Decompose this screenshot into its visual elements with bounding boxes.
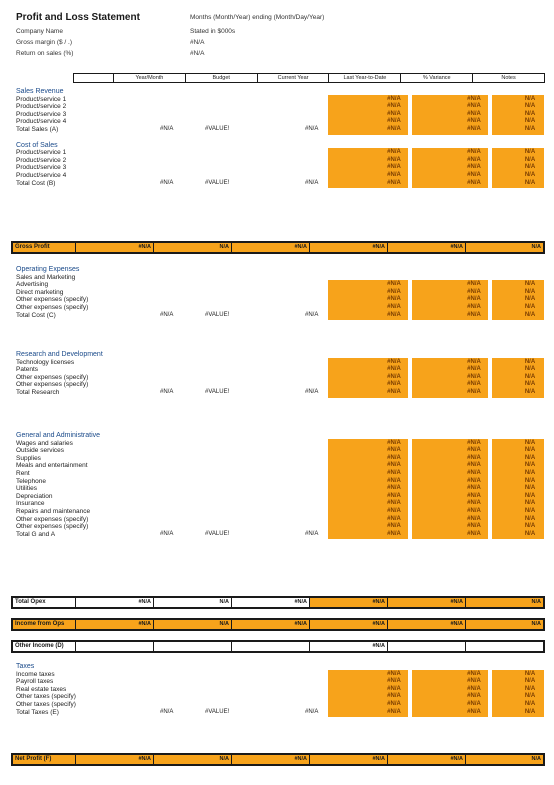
na-value: #N/A [387,366,401,373]
summary-bar [11,753,545,766]
na-value: N/A [524,693,536,700]
na-value: #N/A [387,288,401,295]
line-item-label: Patents [16,366,39,374]
na-value: #N/A [467,373,481,380]
na-value: #N/A [387,693,401,700]
na-value: #N/A [387,304,401,310]
line-item-label: Direct marketing [16,288,64,296]
summary-bar-value: #N/A [309,755,387,764]
return-on-sales-label: Return on sales (%) [16,50,74,57]
line-item-label: Insurance [16,500,45,508]
summary-bar-value [387,642,465,651]
na-value: #N/A [467,454,481,461]
na-value: #N/A [387,701,401,707]
section-subtitle: Sales and Marketing [16,273,76,281]
summary-bar-value: #N/A [387,755,465,764]
na-value: #N/A [467,492,481,499]
na-value: #N/A [467,103,481,110]
summary-bar-value: #N/A [231,755,309,764]
na-value: #N/A [387,296,401,303]
summary-bar-label: Net Profit (F) [15,756,52,762]
na-value: #N/A [387,670,401,677]
line-item-label: Other expenses (specify) [16,304,89,311]
na-value: #N/A [467,693,481,700]
na-value: #N/A [467,508,481,514]
column-header: % Variance [401,74,473,82]
line-item-label: Product/service 4 [16,118,67,126]
line-item-label: Other expenses (specify) [16,515,89,523]
section-total-label: Total Cost (B) [16,179,56,187]
na-value: N/A [524,381,536,388]
line-item-label: Wages and salaries [16,439,73,447]
gross-margin-label: Gross margin ($ / .) [16,39,72,46]
na-value: #N/A [467,701,481,707]
na-value: N/A [524,485,536,492]
na-value: N/A [524,462,536,469]
summary-bar-value: #N/A [387,243,465,252]
line-item-label: Real estate taxes [16,685,67,693]
na-value: #N/A [387,118,401,125]
total-value: #N/A [305,708,319,715]
summary-bar-value: N/A [465,620,543,629]
total-value: #VALUE! [205,311,230,318]
na-value: #N/A [467,477,481,484]
summary-bar-value: #N/A [387,620,465,629]
section-title: Cost of Sales [16,141,58,149]
company-label: Company Name [16,28,63,35]
summary-bar-value: N/A [465,755,543,764]
na-value: N/A [524,95,536,102]
na-value: #N/A [387,678,401,685]
na-value: #N/A [467,179,481,186]
line-item-label: Product/service 1 [16,95,67,103]
summary-bar-value: #N/A [231,243,309,252]
return-on-sales-value: #N/A [190,50,205,57]
section-title: Research and Development [16,351,103,358]
na-value: #N/A [467,515,481,522]
na-value: N/A [524,530,536,537]
section-title: Taxes [16,663,35,670]
section-total-label: Total G and A [16,530,56,538]
line-item-label: Other expenses (specify) [16,296,89,304]
total-value: #N/A [160,179,174,186]
line-item-label: Meals and entertainment [16,462,88,470]
na-value: #N/A [467,439,481,446]
total-value: #N/A [305,311,319,318]
summary-bar-value: #N/A [309,598,387,607]
summary-bar-value: N/A [153,243,231,252]
line-item-label: Depreciation [16,492,53,500]
column-header-row [73,73,545,83]
total-value: #N/A [305,179,319,186]
na-value: #N/A [467,126,481,132]
line-item-label: Outside services [16,447,65,455]
na-value: N/A [524,492,536,499]
na-value: #N/A [387,126,401,132]
na-value: #N/A [467,358,481,365]
summary-bar-value: #N/A [309,243,387,252]
line-item-label: Product/service 3 [16,110,67,118]
na-value: N/A [524,523,536,530]
na-value: #N/A [467,149,481,156]
na-value: #N/A [467,708,481,715]
na-value: N/A [524,149,536,156]
na-value: N/A [524,103,536,110]
total-value: #VALUE! [205,179,230,186]
na-value: #N/A [467,118,481,125]
summary-bar-value: #N/A [309,642,387,651]
line-item-label: Product/service 4 [16,172,67,179]
na-value: N/A [524,110,536,117]
na-value: #N/A [467,172,481,178]
total-value: #VALUE! [205,530,230,537]
summary-bar [11,640,545,653]
na-value: #N/A [467,670,481,677]
summary-bar-value [153,642,231,651]
na-value: #N/A [467,296,481,303]
line-item-label: Repairs and maintenance [16,508,91,515]
na-value: #N/A [387,156,401,163]
total-value: #N/A [305,389,319,395]
total-value: #N/A [160,126,174,132]
na-value: #N/A [387,389,401,395]
na-value: #N/A [387,149,401,156]
column-header: Last Year-to-Date [329,74,401,82]
na-value: #N/A [467,462,481,469]
gross-margin-value: #N/A [190,39,205,46]
na-value: #N/A [467,485,481,492]
summary-bar-value [75,642,153,651]
line-item-label: Product/service 1 [16,149,67,157]
total-value: #N/A [305,530,319,537]
summary-bar [11,596,545,609]
column-header: Year/Month [114,74,186,82]
na-value: N/A [524,447,536,454]
na-value: #N/A [387,110,401,117]
na-value: N/A [524,500,536,507]
na-value: #N/A [467,288,481,295]
summary-bar-value: N/A [153,598,231,607]
na-value: N/A [524,701,536,707]
summary-bar [11,241,545,254]
line-item-label: Payroll taxes [16,678,54,686]
line-item-label: Telephone [16,477,46,485]
section-total-label: Total Taxes (E) [16,708,59,716]
na-value: #N/A [467,678,481,685]
line-item-label: Product/service 3 [16,164,67,172]
summary-bar-value: #N/A [309,620,387,629]
summary-bar-label: Other Income (D) [15,643,64,649]
column-header [74,74,114,82]
na-value: #N/A [467,281,481,288]
na-value: #N/A [387,454,401,461]
section-total-label: Total Sales (A) [16,126,59,133]
na-value: N/A [524,164,536,171]
na-value: #N/A [387,373,401,380]
na-value: #N/A [467,685,481,692]
na-value: #N/A [387,447,401,454]
section-title: Sales Revenue [16,88,64,95]
summary-bar-value: #N/A [387,598,465,607]
total-value: #N/A [160,311,174,318]
summary-bar-value: #N/A [75,243,153,252]
na-value: N/A [524,389,536,395]
line-item-label: Technology licenses [16,358,75,366]
na-value: N/A [524,179,536,186]
na-value: N/A [524,678,536,685]
na-value: N/A [524,515,536,522]
statement-subtitle: Months (Month/Year) ending (Month/Day/Year) [190,14,325,21]
na-value: #N/A [467,381,481,388]
column-header: Budget [186,74,258,82]
na-value: #N/A [467,500,481,507]
na-value: #N/A [387,95,401,102]
summary-bar-label: Gross Profit [15,244,50,250]
summary-bar-value: N/A [465,598,543,607]
na-value: #N/A [387,523,401,530]
line-item-label: Product/service 2 [16,103,67,111]
summary-bar-value: #N/A [75,598,153,607]
line-item-label: Rent [16,470,30,477]
na-value: N/A [524,126,536,132]
section-title: General and Administrative [16,432,101,439]
na-value: #N/A [387,485,401,492]
summary-bar [11,618,545,631]
na-value: N/A [524,288,536,295]
summary-bar-value: #N/A [231,598,309,607]
summary-bar-value: N/A [153,755,231,764]
na-value: N/A [524,439,536,446]
section-total-label: Total Cost (C) [16,311,56,319]
line-item-label: Other expenses (specify) [16,381,89,389]
na-value: #N/A [387,530,401,537]
na-value: #N/A [467,95,481,102]
na-value: #N/A [387,508,401,514]
na-value: #N/A [467,470,481,476]
na-value: #N/A [467,530,481,537]
na-value: N/A [524,296,536,303]
line-item-label: Supplies [16,454,41,462]
na-value: #N/A [467,523,481,530]
na-value: N/A [524,118,536,125]
summary-bar-value: #N/A [231,620,309,629]
summary-bar-value [231,642,309,651]
na-value: #N/A [467,304,481,310]
column-header: Notes [501,75,516,81]
line-item-label: Other expenses (specify) [16,523,89,531]
na-value: #N/A [467,389,481,395]
section-title: Operating Expenses [16,266,80,273]
na-value: N/A [524,470,536,476]
company-value: Stated in $000s [190,28,236,35]
na-value: #N/A [387,470,401,476]
total-value: #N/A [305,126,319,132]
na-value: N/A [524,156,536,163]
na-value: N/A [524,670,536,677]
total-value: #N/A [160,708,174,715]
na-value: N/A [524,311,536,318]
na-value: N/A [524,685,536,692]
total-value: #VALUE! [205,708,230,715]
na-value: #N/A [467,156,481,163]
line-item-label: Utilities [16,485,37,493]
na-value: #N/A [387,500,401,507]
na-value: N/A [524,477,536,484]
summary-bar-label: Income from Ops [15,621,65,627]
na-value: N/A [524,454,536,461]
line-item-label: Income taxes [16,670,55,678]
na-value: N/A [524,366,536,373]
na-value: #N/A [387,164,401,171]
line-item-label: Other expenses (specify) [16,373,89,381]
total-value: #N/A [160,530,174,537]
na-value: N/A [524,373,536,380]
na-value: N/A [524,708,536,715]
na-value: #N/A [467,311,481,318]
summary-bar-label: Total Opex [15,599,46,605]
na-value: N/A [524,304,536,310]
na-value: #N/A [387,462,401,469]
total-value: #VALUE! [205,389,230,395]
na-value: N/A [524,508,536,514]
na-value: #N/A [387,685,401,692]
na-value: #N/A [387,492,401,499]
column-header: Current Year [258,74,330,82]
line-item-label: Product/service 2 [16,156,67,164]
na-value: #N/A [387,281,401,288]
total-value: #N/A [160,389,174,395]
na-value: #N/A [387,179,401,186]
summary-bar-value: #N/A [75,620,153,629]
na-value: #N/A [387,358,401,365]
summary-bar-value: N/A [465,243,543,252]
na-value: #N/A [467,447,481,454]
na-value: #N/A [387,311,401,318]
na-value: #N/A [467,366,481,373]
na-value: #N/A [467,110,481,117]
na-value: #N/A [387,477,401,484]
summary-bar-value: #N/A [75,755,153,764]
line-item-label: Other taxes (specify) [16,693,76,701]
na-value: N/A [524,358,536,365]
na-value: N/A [524,172,536,178]
na-value: #N/A [387,515,401,522]
section-total-label: Total Research [16,389,60,396]
na-value: #N/A [467,164,481,171]
summary-bar-value: N/A [153,620,231,629]
na-value: #N/A [387,381,401,388]
total-value: #VALUE! [205,126,230,132]
na-value: N/A [524,281,536,288]
na-value: #N/A [387,708,401,715]
statement-title: Profit and Loss Statement [16,12,140,23]
line-item-label: Other taxes (specify) [16,701,76,708]
line-item-label: Advertising [16,281,49,289]
na-value: #N/A [387,103,401,110]
na-value: #N/A [387,172,401,178]
summary-bar-value [465,642,543,651]
na-value: #N/A [387,439,401,446]
